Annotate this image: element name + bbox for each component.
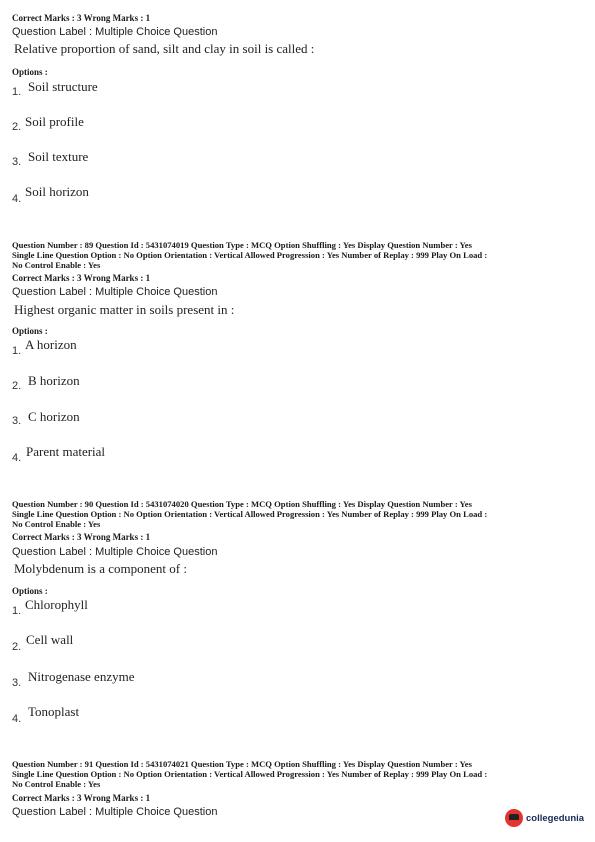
question-meta: Single Line Question Option : No Option Orientation : Vertical Allowed Progression : Yes Number of Replay : 999 Play On Load : [12,250,488,260]
marks-info: Correct Marks : 3 Wrong Marks : 1 [12,532,151,542]
option-number: 3. [12,415,22,427]
collegedunia-logo [505,805,591,831]
marks-info: Correct Marks : 3 Wrong Marks : 1 [12,273,151,283]
question-meta: Single Line Question Option : No Option Orientation : Vertical Allowed Progression : Yes Number of Replay : 999 Play On Load : [12,769,488,779]
option-text: A horizon [25,337,77,352]
option-text: C horizon [28,409,80,424]
options-heading: Options : [12,67,48,77]
option-number: 4. [12,193,22,205]
option-number: 2. [12,641,22,653]
option-number: 2. [12,121,22,133]
graduation-cap-icon [505,809,523,827]
option-text: Soil horizon [25,184,89,199]
option-text: Cell wall [26,632,74,647]
options-heading: Options : [12,586,48,596]
option-number: 4. [12,713,22,725]
question-label: Question Label : Multiple Choice Question [12,806,218,818]
option-text: Tonoplast [28,704,80,719]
option-text: B horizon [28,373,80,388]
marks-info: Correct Marks : 3 Wrong Marks : 1 [12,13,151,23]
question-meta: Question Number : 90 Question Id : 5431074020 Question Type : MCQ Option Shuffling : Yes Display Question Number : Yes [12,499,472,509]
option-number: 1. [12,345,22,357]
option-text: Parent material [26,444,106,459]
option-text: Soil profile [25,114,84,129]
option-text: Chlorophyll [25,597,88,612]
question-meta: No Control Enable : Yes [12,260,101,270]
option-number: 2. [12,380,22,392]
option-number: 1. [12,86,22,98]
question-label: Question Label : Multiple Choice Question [12,546,218,558]
option-number: 1. [12,605,22,617]
question-meta: Single Line Question Option : No Option Orientation : Vertical Allowed Progression : Yes Number of Replay : 999 Play On Load : [12,509,488,519]
question-label: Question Label : Multiple Choice Question [12,26,218,38]
question-meta: No Control Enable : Yes [12,519,101,529]
question-text: Highest organic matter in soils present in : [14,302,235,317]
option-text: Soil texture [28,149,89,164]
question-text: Relative proportion of sand, silt and clay in soil is called : [14,41,315,56]
question-label: Question Label : Multiple Choice Question [12,286,218,298]
marks-info: Correct Marks : 3 Wrong Marks : 1 [12,793,151,803]
question-meta: Question Number : 89 Question Id : 5431074019 Question Type : MCQ Option Shuffling : Yes Display Question Number : Yes [12,240,472,250]
option-text: Soil structure [28,79,98,94]
options-heading: Options : [12,326,48,336]
question-meta: No Control Enable : Yes [12,779,101,789]
question-text: Molybdenum is a component of : [14,561,187,576]
option-number: 4. [12,452,22,464]
option-number: 3. [12,156,22,168]
question-meta: Question Number : 91 Question Id : 5431074021 Question Type : MCQ Option Shuffling : Yes Display Question Number : Yes [12,759,472,769]
logo-text: collegedunia [526,812,585,824]
option-text: Nitrogenase enzyme [28,669,135,684]
option-number: 3. [12,677,22,689]
